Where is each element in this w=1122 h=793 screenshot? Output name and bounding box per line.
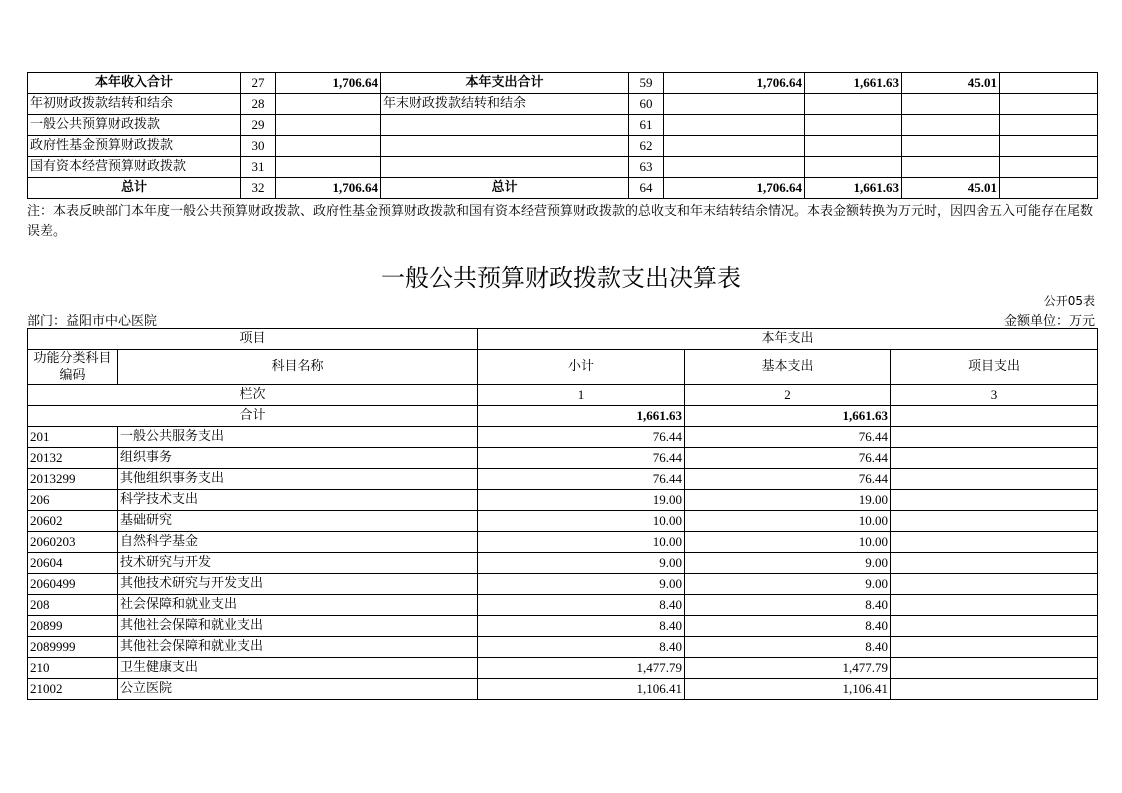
subtotal-amount: 1,477.79 [478, 658, 685, 679]
right-amount-total [664, 115, 805, 136]
total-basic: 1,661.63 [685, 406, 891, 427]
subject-code: 20602 [28, 511, 118, 532]
subject-name: 其他社会保障和就业支出 [118, 616, 478, 637]
subtotal-amount: 10.00 [478, 532, 685, 553]
subject-code: 2013299 [28, 469, 118, 490]
right-amount-total [664, 94, 805, 115]
subject-name: 其他技术研究与开发支出 [118, 574, 478, 595]
right-amount-project [902, 94, 1000, 115]
left-label-cell: 总计 [28, 178, 241, 199]
right-amount-extra [1000, 136, 1098, 157]
table-row [28, 427, 1098, 448]
subtotal-amount: 8.40 [478, 595, 685, 616]
left-amount [276, 94, 381, 115]
left-amount [276, 136, 381, 157]
subject-code: 208 [28, 595, 118, 616]
right-amount-extra [1000, 178, 1098, 199]
basic-amount: 8.40 [685, 595, 891, 616]
project-amount [891, 490, 1098, 511]
right-label-cell [381, 157, 629, 178]
basic-amount: 10.00 [685, 532, 891, 553]
table-row [28, 658, 1098, 679]
header-item: 项目 [28, 329, 478, 350]
summary-row [28, 178, 1098, 199]
column-number-row [28, 385, 1098, 406]
header-row [28, 329, 1098, 350]
project-amount [891, 532, 1098, 553]
department-label: 部门：益阳市中心医院 [27, 314, 158, 329]
right-amount-extra [1000, 115, 1098, 136]
subject-name: 基础研究 [118, 511, 478, 532]
subject-name: 自然科学基金 [118, 532, 478, 553]
income-expense-summary-table [27, 72, 1098, 199]
left-row-number: 27 [241, 73, 276, 94]
project-amount [891, 448, 1098, 469]
subject-name: 技术研究与开发 [118, 553, 478, 574]
project-amount [891, 427, 1098, 448]
basic-amount: 1,477.79 [685, 658, 891, 679]
right-amount-total: 1,706.64 [664, 178, 805, 199]
subject-name: 一般公共服务支出 [118, 427, 478, 448]
right-amount-basic [805, 136, 902, 157]
right-amount-extra [1000, 157, 1098, 178]
right-label-cell: 总计 [381, 178, 629, 199]
expenditure-table [27, 328, 1098, 700]
right-amount-total [664, 157, 805, 178]
project-amount [891, 574, 1098, 595]
left-amount [276, 157, 381, 178]
right-row-number: 59 [629, 73, 664, 94]
right-amount-project: 45.01 [902, 73, 1000, 94]
right-amount-basic [805, 115, 902, 136]
table-row [28, 532, 1098, 553]
right-label-cell: 年末财政拨款结转和结余 [381, 94, 629, 115]
subject-code: 20132 [28, 448, 118, 469]
right-amount-basic [805, 94, 902, 115]
right-amount-project [902, 157, 1000, 178]
left-row-number: 28 [241, 94, 276, 115]
subject-name: 组织事务 [118, 448, 478, 469]
column-number-1: 1 [478, 385, 685, 406]
subject-code: 210 [28, 658, 118, 679]
table-row [28, 469, 1098, 490]
left-label-cell: 年初财政拨款结转和结余 [28, 94, 241, 115]
subject-name: 社会保障和就业支出 [118, 595, 478, 616]
table-note: 注：本表反映部门本年度一般公共预算财政拨款、政府性基金预算财政拨款和国有资本经营预算财政拨款的总收支和年末结转结余情况。本表金额转换为万元时，因四舍五入可能存在尾数误差。 [27, 204, 1094, 239]
column-header-row [28, 350, 1098, 385]
amount-unit-label: 金额单位：万元 [1003, 314, 1095, 329]
subtotal-amount: 76.44 [478, 469, 685, 490]
left-row-number: 29 [241, 115, 276, 136]
basic-amount: 76.44 [685, 448, 891, 469]
subject-code: 20899 [28, 616, 118, 637]
right-label-cell [381, 136, 629, 157]
summary-row [28, 73, 1098, 94]
basic-amount: 8.40 [685, 637, 891, 658]
table-row [28, 574, 1098, 595]
subtotal-amount: 76.44 [478, 448, 685, 469]
left-amount: 1,706.64 [276, 73, 381, 94]
right-row-number: 62 [629, 136, 664, 157]
right-label-cell [381, 115, 629, 136]
left-row-number: 31 [241, 157, 276, 178]
column-code-header: 功能分类科目编码 [28, 350, 118, 385]
subject-code: 2060203 [28, 532, 118, 553]
subject-code: 2060499 [28, 574, 118, 595]
subject-code: 206 [28, 490, 118, 511]
project-amount [891, 553, 1098, 574]
subtotal-amount: 1,106.41 [478, 679, 685, 700]
subject-code: 20604 [28, 553, 118, 574]
right-amount-basic [805, 157, 902, 178]
total-row [28, 406, 1098, 427]
right-row-number: 61 [629, 115, 664, 136]
summary-row [28, 157, 1098, 178]
table-code: 公开05表 [1043, 294, 1095, 308]
right-amount-basic: 1,661.63 [805, 178, 902, 199]
project-amount [891, 658, 1098, 679]
subject-name: 其他组织事务支出 [118, 469, 478, 490]
right-amount-total: 1,706.64 [664, 73, 805, 94]
right-row-number: 64 [629, 178, 664, 199]
right-amount-project [902, 136, 1000, 157]
table-row [28, 490, 1098, 511]
subject-name: 公立医院 [118, 679, 478, 700]
right-amount-basic: 1,661.63 [805, 73, 902, 94]
basic-amount: 9.00 [685, 553, 891, 574]
page-title: 一般公共预算财政拨款支出决算表 [381, 264, 741, 292]
left-row-number: 32 [241, 178, 276, 199]
subject-code: 2089999 [28, 637, 118, 658]
subtotal-amount: 8.40 [478, 637, 685, 658]
column-basic-header: 基本支出 [685, 350, 891, 385]
project-amount [891, 637, 1098, 658]
right-amount-project [902, 115, 1000, 136]
right-amount-project: 45.01 [902, 178, 1000, 199]
table-row [28, 679, 1098, 700]
project-amount [891, 469, 1098, 490]
table-row [28, 595, 1098, 616]
project-amount [891, 595, 1098, 616]
subtotal-amount: 9.00 [478, 553, 685, 574]
subtotal-amount: 9.00 [478, 574, 685, 595]
subtotal-amount: 19.00 [478, 490, 685, 511]
column-subtotal-header: 小计 [478, 350, 685, 385]
subject-name: 卫生健康支出 [118, 658, 478, 679]
right-row-number: 60 [629, 94, 664, 115]
left-amount [276, 115, 381, 136]
table-row [28, 616, 1098, 637]
left-row-number: 30 [241, 136, 276, 157]
table-row [28, 448, 1098, 469]
basic-amount: 76.44 [685, 469, 891, 490]
subject-code: 201 [28, 427, 118, 448]
column-number-2: 2 [685, 385, 891, 406]
table-row [28, 511, 1098, 532]
row-label-cell: 栏次 [28, 385, 478, 406]
table-row [28, 637, 1098, 658]
right-amount-extra [1000, 73, 1098, 94]
left-label-cell: 国有资本经营预算财政拨款 [28, 157, 241, 178]
basic-amount: 1,106.41 [685, 679, 891, 700]
right-row-number: 63 [629, 157, 664, 178]
total-label: 合计 [28, 406, 478, 427]
summary-row [28, 115, 1098, 136]
project-amount [891, 616, 1098, 637]
subject-name: 科学技术支出 [118, 490, 478, 511]
basic-amount: 9.00 [685, 574, 891, 595]
subtotal-amount: 10.00 [478, 511, 685, 532]
subtotal-amount: 8.40 [478, 616, 685, 637]
total-subtotal: 1,661.63 [478, 406, 685, 427]
table-row [28, 553, 1098, 574]
left-label-cell: 本年收入合计 [28, 73, 241, 94]
project-amount [891, 679, 1098, 700]
column-project-header: 项目支出 [891, 350, 1098, 385]
summary-row [28, 94, 1098, 115]
project-amount [891, 511, 1098, 532]
subject-code: 21002 [28, 679, 118, 700]
column-number-3: 3 [891, 385, 1098, 406]
basic-amount: 10.00 [685, 511, 891, 532]
column-name-header: 科目名称 [118, 350, 478, 385]
left-label-cell: 一般公共预算财政拨款 [28, 115, 241, 136]
left-amount: 1,706.64 [276, 178, 381, 199]
basic-amount: 19.00 [685, 490, 891, 511]
subject-name: 其他社会保障和就业支出 [118, 637, 478, 658]
total-project [891, 406, 1098, 427]
right-label-cell: 本年支出合计 [381, 73, 629, 94]
basic-amount: 76.44 [685, 427, 891, 448]
basic-amount: 8.40 [685, 616, 891, 637]
subtotal-amount: 76.44 [478, 427, 685, 448]
summary-row [28, 136, 1098, 157]
right-amount-total [664, 136, 805, 157]
right-amount-extra [1000, 94, 1098, 115]
left-label-cell: 政府性基金预算财政拨款 [28, 136, 241, 157]
header-expense: 本年支出 [478, 329, 1098, 350]
